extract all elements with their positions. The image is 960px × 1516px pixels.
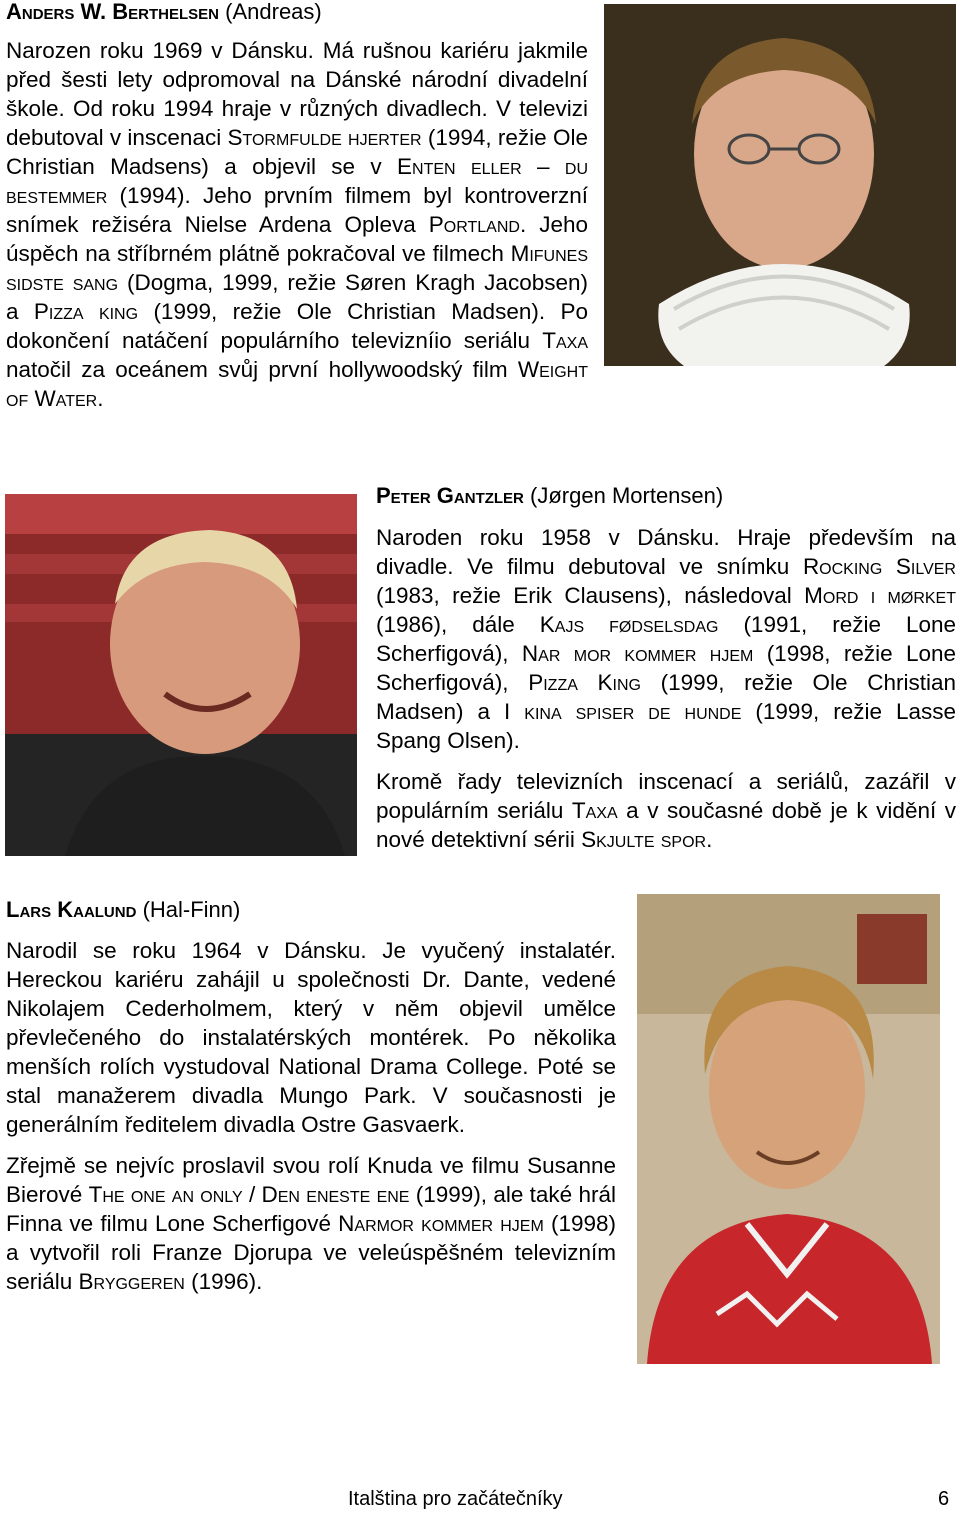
actor-photo-gantzler	[5, 494, 357, 856]
bio-paragraph: Narodil se roku 1964 v Dánsku. Je vyučený instalatér. Hereckou kariéru zahájil u společnosti Dr. Dante, vedené Nikolajem Cederholmem, který v něm objevil umělce převlečeného do instalatérských montérek. Po několika menších rolích vystudoval National Drama College. Poté se stal manažerem divadla Mungo Park. V současnosti je generálním ředitelem divadla Ostre Gasvaerk.	[6, 938, 616, 1137]
actor-bio-berthelsen	[6, 36, 956, 425]
actor-name: Peter Gantzler	[376, 483, 524, 508]
actor-heading-berthelsen	[6, 0, 322, 26]
title-ref: Taxa	[571, 798, 618, 823]
bio-paragraph: Narozen roku 1969 v Dánsku. Má rušnou kariéru jakmile před šesti lety odpromoval na Dánské národní divadelní škole. Od roku 1994 hraje v různých divadlech. V televizi debutoval v inscenaci Stormfulde hjerter (1994, režie Ole Christian Madsens) a objevil se v Enten eller – du bestemmer (1994). Jeho prvním filmem byl kontroverzní snímek režiséra Nielse Ardena Opleva Portland. Jeho úspěch na stříbrném plátně pokračoval ve filmech Mifunes sidste sang (Dogma, 1999, režie Søren Kragh Jacobsen) a Pizza king (1999, režie Ole Christian Madsen). Po dokončení natáčení populárního televizníio seriálu Taxa natočil za oceánem svůj první hollywoodský film Weight of Water.	[6, 36, 956, 413]
bio-paragraph: Kromě řady televizních inscenací a seriálů, zazářil v populárním seriálu Taxa a v současné době je k vidění v nové detektivní sérii Skjulte spor.	[376, 769, 956, 852]
actor-photo-berthelsen	[604, 4, 956, 366]
actor-photo-kaalund	[637, 894, 940, 1364]
title-ref: Mifunes sidste sang	[6, 241, 588, 295]
actor-heading-kaalund	[6, 896, 240, 924]
title-ref: Pizza king	[33, 299, 139, 324]
title-ref: I kina spiser de hunde	[504, 699, 742, 724]
title-ref: Skjulte spor	[581, 827, 707, 852]
actor-heading-gantzler	[376, 482, 723, 510]
actor-bio-kaalund	[6, 936, 616, 1308]
actor-role: (Hal-Finn)	[142, 897, 241, 922]
title-ref: Mord i mørket	[804, 583, 956, 608]
title-ref: Enten eller – du bestemmer	[6, 154, 589, 208]
title-ref: Stormfulde hjerter	[227, 125, 422, 150]
title-ref: Narmor kommer hjem	[338, 1211, 544, 1236]
actor-role: (Andreas)	[225, 0, 322, 24]
actor-role: (Jørgen Mortensen)	[530, 483, 724, 508]
title-ref: Nar mor kommer hjem	[521, 641, 754, 666]
title-ref: Bryggeren	[78, 1269, 185, 1294]
footer-title: Italština pro začátečníky	[348, 1488, 563, 1510]
title-ref: Kajs fødselsdag	[539, 612, 719, 637]
title-ref: The one an only / Den eneste ene	[88, 1182, 410, 1207]
title-ref: Weight of Water	[6, 357, 588, 411]
title-ref: Taxa	[542, 328, 588, 353]
title-ref: Rocking Silver	[802, 554, 956, 579]
actor-name: Lars Kaalund	[6, 897, 137, 922]
actor-name: Anders W. Berthelsen	[6, 0, 220, 24]
bio-paragraph: Naroden roku 1958 v Dánsku. Hraje především na divadle. Ve filmu debutoval ve snímku Rocking Silver (1983, režie Erik Clausens), následoval Mord i mørket (1986), dále Kajs fødselsdag (1991, režie Lone Scherfigová), Nar mor kommer hjem (1998, režie Lone Scherfigová), Pizza King (1999, režie Ole Christian Madsen) a I kina spiser de hunde (1999, režie Lasse Spang Olsen).	[376, 525, 957, 753]
bio-paragraph: Zřejmě se nejvíc proslavil svou rolí Knuda ve filmu Susanne Bierové The one an only / Den eneste ene (1999), ale také hrál Finna ve filmu Lone Scherfigové Narmor kommer hjem (1998) a vytvořil roli Franze Djorupa ve veleúspěšném televizním seriálu Bryggeren (1996).	[6, 1153, 616, 1294]
actor-bio-gantzler	[376, 523, 956, 866]
title-ref: Pizza King	[528, 670, 641, 695]
title-ref: Portland	[428, 212, 520, 237]
page-number: 6	[938, 1488, 950, 1510]
